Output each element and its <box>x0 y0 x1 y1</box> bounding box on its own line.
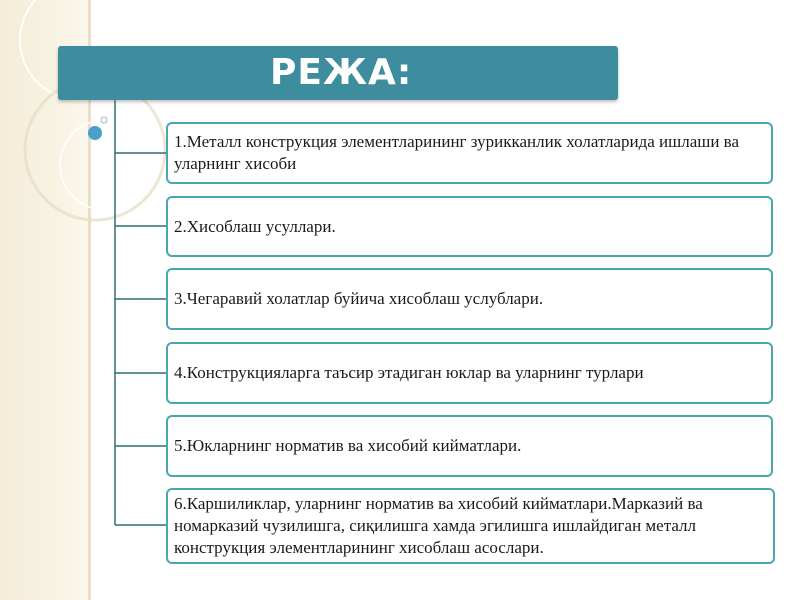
list-item-text: 1.Металл конструкция элементларининг зурикканлик холатларида ишлаши ва уларнинг хисоби <box>174 132 740 173</box>
list-item-text: 6.Каршиликлар, уларнинг норматив ва хисобий кийматлари.Марказий ва номарказий чузилишга, сиқилишга хамда эгилишга ишлайдиган металл конструкция элементларининг хисоблаш асослари. <box>174 494 703 557</box>
list-item-text: 5.Юкларнинг норматив ва хисобий кийматлари. <box>174 436 522 455</box>
list-item-4 <box>166 342 773 404</box>
list-item-3 <box>166 268 773 330</box>
list-item-6 <box>166 488 775 564</box>
list-item-text: 4.Конструкцияларга таъсир этадиган юклар ва уларнинг турлари <box>174 363 644 382</box>
page-title: РЕЖА: <box>270 52 413 93</box>
tree-connector <box>0 0 180 600</box>
list-item-5 <box>166 415 773 477</box>
list-item-2 <box>166 196 773 257</box>
list-item-text: 3.Чегаравий холатлар буйича хисоблаш услублари. <box>174 289 544 308</box>
list-item-1 <box>166 122 773 184</box>
list-item-text: 2.Хисоблаш усуллари. <box>174 216 336 236</box>
